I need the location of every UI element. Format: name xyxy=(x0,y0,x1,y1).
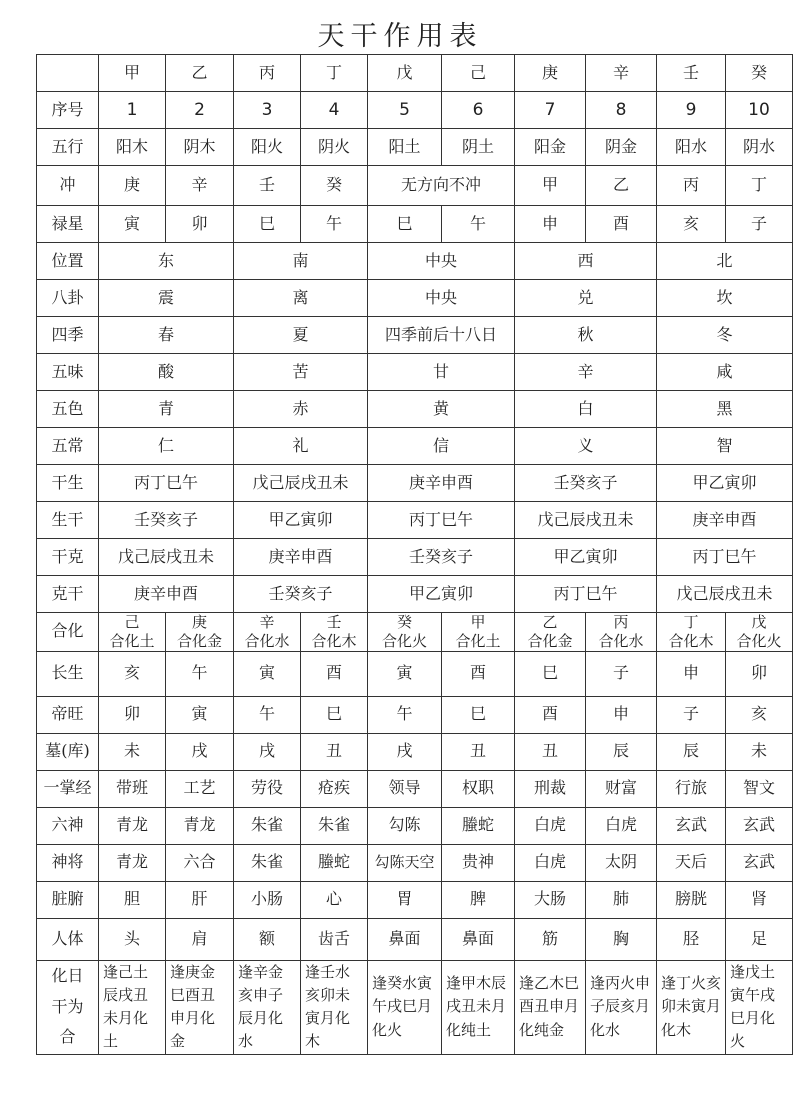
table-cell: 癸 xyxy=(301,166,368,206)
row-label: 长生 xyxy=(37,651,99,696)
table-cell: 酉 xyxy=(442,651,515,696)
table-cell: 午 xyxy=(368,696,442,733)
row-label-part: 干为 xyxy=(51,996,84,1016)
table-row xyxy=(37,465,793,502)
hehua-result: 合化水 xyxy=(244,631,290,650)
table-cell: 申 xyxy=(657,651,726,696)
table-cell: 青龙 xyxy=(99,844,166,881)
table-cell: 辛 xyxy=(515,354,657,391)
table-cell: 甲乙寅卯 xyxy=(657,465,793,502)
table-cell: 亥 xyxy=(726,696,793,733)
hehua-stem: 癸 xyxy=(396,613,412,631)
row-label: 五行 xyxy=(37,129,99,166)
table-row xyxy=(37,129,793,166)
table-cell xyxy=(515,613,586,652)
row-label: 干克 xyxy=(37,539,99,576)
hehua-result: 合化金 xyxy=(176,631,222,650)
table-cell: 巳 xyxy=(301,696,368,733)
stem-header: 甲 xyxy=(99,55,166,92)
table-cell: 戌 xyxy=(166,733,234,770)
table-cell: 巳 xyxy=(368,206,442,243)
table-cell: 丙丁巳午 xyxy=(368,502,515,539)
table-cell xyxy=(368,613,442,652)
row-label: 帝旺 xyxy=(37,696,99,733)
row-label: 墓(库) xyxy=(37,733,99,770)
table-cell: 青 xyxy=(99,391,234,428)
table-cell: 信 xyxy=(368,428,515,465)
header-row xyxy=(37,55,793,92)
table-cell: 中央 xyxy=(368,243,515,280)
table-cell: 辛 xyxy=(166,166,234,206)
table-cell: 夏 xyxy=(234,317,368,354)
table-cell: 带班 xyxy=(99,770,166,807)
table-cell: 工艺 xyxy=(166,770,234,807)
table-cell: 酉 xyxy=(586,206,657,243)
table-cell: 白虎 xyxy=(515,807,586,844)
table-cell: 阳水 xyxy=(657,129,726,166)
table-cell: 甲 xyxy=(515,166,586,206)
table-cell: 阳金 xyxy=(515,129,586,166)
stems-table xyxy=(36,54,793,1055)
table-cell: 阴水 xyxy=(726,129,793,166)
table-cell: 寅 xyxy=(166,696,234,733)
table-cell: 东 xyxy=(99,243,234,280)
table-cell: 白虎 xyxy=(515,844,586,881)
table-cell: 胫 xyxy=(657,918,726,960)
table-cell: 肺 xyxy=(586,881,657,918)
table-cell: 肾 xyxy=(726,881,793,918)
table-cell: 丑 xyxy=(442,733,515,770)
stem-header: 丁 xyxy=(301,55,368,92)
row-label: 位置 xyxy=(37,243,99,280)
table-cell: 亥 xyxy=(99,651,166,696)
table-cell: 阴火 xyxy=(301,129,368,166)
hehua-result: 合化土 xyxy=(109,631,155,650)
row-label: 干生 xyxy=(37,465,99,502)
table-cell: 壬癸亥子 xyxy=(515,465,657,502)
table-cell: 胆 xyxy=(99,881,166,918)
table-cell: 6 xyxy=(442,92,515,129)
table-cell: 玄武 xyxy=(657,807,726,844)
table-cell: 阳火 xyxy=(234,129,301,166)
table-cell: 戊己辰戌丑未 xyxy=(657,576,793,613)
table-cell: 勾陈天空 xyxy=(368,844,442,881)
table-cell: 逢丁火亥卯未寅月化木 xyxy=(657,960,726,1054)
table-cell: 酉 xyxy=(301,651,368,696)
table-cell: 西 xyxy=(515,243,657,280)
row-label: 五常 xyxy=(37,428,99,465)
row-label: 一掌经 xyxy=(37,770,99,807)
table-row xyxy=(37,696,793,733)
table-cell: 酸 xyxy=(99,354,234,391)
table-cell: 齿舌 xyxy=(301,918,368,960)
table-cell: 额 xyxy=(234,918,301,960)
table-cell: 8 xyxy=(586,92,657,129)
table-row xyxy=(37,317,793,354)
hehua-result: 合化水 xyxy=(598,631,644,650)
table-cell: 玄武 xyxy=(726,807,793,844)
table-row xyxy=(37,391,793,428)
table-cell: 贵神 xyxy=(442,844,515,881)
row-label: 合化 xyxy=(37,613,99,652)
table-cell: 7 xyxy=(515,92,586,129)
table-cell: 午 xyxy=(166,651,234,696)
table-cell: 甲乙寅卯 xyxy=(515,539,657,576)
table-cell: 申 xyxy=(515,206,586,243)
table-cell: 青龙 xyxy=(166,807,234,844)
hehua-stem: 庚 xyxy=(191,613,207,631)
table-cell: 财富 xyxy=(586,770,657,807)
stem-header: 壬 xyxy=(657,55,726,92)
table-cell: 戊己辰戌丑未 xyxy=(515,502,657,539)
table-cell: 鼻面 xyxy=(442,918,515,960)
table-cell: 肩 xyxy=(166,918,234,960)
corner-cell xyxy=(37,55,99,92)
table-row xyxy=(37,918,793,960)
table-cell: 3 xyxy=(234,92,301,129)
table-cell: 天后 xyxy=(657,844,726,881)
table-cell: 寅 xyxy=(234,651,301,696)
table-cell xyxy=(166,613,234,652)
row-label: 神将 xyxy=(37,844,99,881)
row-label: 六神 xyxy=(37,807,99,844)
table-cell: 子 xyxy=(586,651,657,696)
table-cell: 4 xyxy=(301,92,368,129)
row-label: 八卦 xyxy=(37,280,99,317)
table-cell: 巳 xyxy=(515,651,586,696)
row-label-part: 化日 xyxy=(51,966,84,986)
table-row xyxy=(37,539,793,576)
table-cell: 行旅 xyxy=(657,770,726,807)
table-cell: 智 xyxy=(657,428,793,465)
table-cell: 1 xyxy=(99,92,166,129)
table-cell: 足 xyxy=(726,918,793,960)
table-cell: 白 xyxy=(515,391,657,428)
table-cell: 南 xyxy=(234,243,368,280)
table-cell: 螣蛇 xyxy=(442,807,515,844)
table-cell: 逢壬水亥卯未寅月化木 xyxy=(301,960,368,1054)
table-cell: 戊己辰戌丑未 xyxy=(99,539,234,576)
table-cell: 胃 xyxy=(368,881,442,918)
table-row xyxy=(37,613,793,652)
table-cell: 5 xyxy=(368,92,442,129)
table-cell: 2 xyxy=(166,92,234,129)
table-cell: 咸 xyxy=(657,354,793,391)
table-cell xyxy=(657,613,726,652)
table-row xyxy=(37,770,793,807)
table-cell: 逢己土辰戌丑未月化土 xyxy=(99,960,166,1054)
table-cell: 卯 xyxy=(166,206,234,243)
table-cell: 权职 xyxy=(442,770,515,807)
hehua-result: 合化金 xyxy=(527,631,573,650)
table-cell: 春 xyxy=(99,317,234,354)
stem-header: 己 xyxy=(442,55,515,92)
stem-header: 丙 xyxy=(234,55,301,92)
table-cell: 午 xyxy=(234,696,301,733)
table-cell: 未 xyxy=(726,733,793,770)
table-cell: 丁 xyxy=(726,166,793,206)
table-cell: 丑 xyxy=(515,733,586,770)
row-label: 禄星 xyxy=(37,206,99,243)
table-cell: 礼 xyxy=(234,428,368,465)
table-cell: 申 xyxy=(586,696,657,733)
table-cell: 疮疾 xyxy=(301,770,368,807)
table-cell: 鼻面 xyxy=(368,918,442,960)
table-cell: 逢甲木辰戌丑未月化纯土 xyxy=(442,960,515,1054)
table-cell: 戊己辰戌丑未 xyxy=(234,465,368,502)
table-cell: 阴土 xyxy=(442,129,515,166)
row-label: 克干 xyxy=(37,576,99,613)
table-cell: 子 xyxy=(657,696,726,733)
table-row xyxy=(37,881,793,918)
table-cell: 壬癸亥子 xyxy=(99,502,234,539)
table-cell: 朱雀 xyxy=(234,844,301,881)
table-cell: 戌 xyxy=(368,733,442,770)
table-cell: 子 xyxy=(726,206,793,243)
table-row xyxy=(37,844,793,881)
table-cell: 丙丁巳午 xyxy=(515,576,657,613)
table-cell: 冬 xyxy=(657,317,793,354)
stem-header: 乙 xyxy=(166,55,234,92)
table-cell: 白虎 xyxy=(586,807,657,844)
table-cell: 酉 xyxy=(515,696,586,733)
table-cell: 庚辛申酉 xyxy=(657,502,793,539)
table-cell: 朱雀 xyxy=(234,807,301,844)
table-cell: 亥 xyxy=(657,206,726,243)
hehua-stem: 壬 xyxy=(326,613,342,631)
table-cell: 寅 xyxy=(99,206,166,243)
table-row xyxy=(37,243,793,280)
table-cell: 膀胱 xyxy=(657,881,726,918)
table-row xyxy=(37,354,793,391)
table-cell: 中央 xyxy=(368,280,515,317)
table-cell: 震 xyxy=(99,280,234,317)
row-label: 四季 xyxy=(37,317,99,354)
table-cell: 黑 xyxy=(657,391,793,428)
table-cell: 青龙 xyxy=(99,807,166,844)
row-label: 五色 xyxy=(37,391,99,428)
page-title: 天干作用表 xyxy=(317,21,483,52)
table-cell: 勾陈 xyxy=(368,807,442,844)
hehua-result: 合化木 xyxy=(311,631,357,650)
row-label: 序号 xyxy=(37,92,99,129)
table-cell: 无方向不冲 xyxy=(368,166,515,206)
stem-header: 戊 xyxy=(368,55,442,92)
table-cell: 智文 xyxy=(726,770,793,807)
table-cell xyxy=(99,613,166,652)
table-cell: 甲乙寅卯 xyxy=(368,576,515,613)
hehua-result: 合化火 xyxy=(736,631,782,650)
table-cell: 头 xyxy=(99,918,166,960)
table-cell: 卯 xyxy=(726,651,793,696)
table-cell: 10 xyxy=(726,92,793,129)
table-row xyxy=(37,502,793,539)
table-cell: 逢辛金亥申子辰月化水 xyxy=(234,960,301,1054)
hehua-stem: 己 xyxy=(124,613,140,631)
table-cell: 庚辛申酉 xyxy=(99,576,234,613)
table-cell: 丙丁巳午 xyxy=(99,465,234,502)
table-cell: 义 xyxy=(515,428,657,465)
table-cell: 丙 xyxy=(657,166,726,206)
table-row xyxy=(37,206,793,243)
hehua-result: 合化火 xyxy=(381,631,427,650)
table-cell: 胸 xyxy=(586,918,657,960)
table-cell xyxy=(586,613,657,652)
table-cell: 阴木 xyxy=(166,129,234,166)
table-cell: 乙 xyxy=(586,166,657,206)
table-cell: 刑裁 xyxy=(515,770,586,807)
table-cell: 逢乙木巳酉丑申月化纯金 xyxy=(515,960,586,1054)
table-cell: 肝 xyxy=(166,881,234,918)
row-label: 生干 xyxy=(37,502,99,539)
table-cell: 庚辛申酉 xyxy=(234,539,368,576)
hehua-stem: 丁 xyxy=(683,613,699,631)
table-cell: 辰 xyxy=(657,733,726,770)
table-cell xyxy=(442,613,515,652)
table-cell: 心 xyxy=(301,881,368,918)
table-cell: 劳役 xyxy=(234,770,301,807)
table-cell: 壬 xyxy=(234,166,301,206)
table-cell: 六合 xyxy=(166,844,234,881)
table-cell: 卯 xyxy=(99,696,166,733)
table-cell xyxy=(301,613,368,652)
table-cell: 玄武 xyxy=(726,844,793,881)
table-cell: 甘 xyxy=(368,354,515,391)
row-label xyxy=(37,960,99,1054)
table-cell: 庚辛申酉 xyxy=(368,465,515,502)
table-cell: 庚 xyxy=(99,166,166,206)
table-cell: 巳 xyxy=(442,696,515,733)
table-cell: 赤 xyxy=(234,391,368,428)
table-cell: 戌 xyxy=(234,733,301,770)
table-cell: 大肠 xyxy=(515,881,586,918)
table-cell: 巳 xyxy=(234,206,301,243)
hehua-result: 合化土 xyxy=(455,631,501,650)
table-cell: 太阴 xyxy=(586,844,657,881)
hehua-stem: 丙 xyxy=(613,613,629,631)
table-cell: 逢庚金巳酉丑申月化金 xyxy=(166,960,234,1054)
hehua-stem: 辛 xyxy=(259,613,275,631)
row-label: 人体 xyxy=(37,918,99,960)
table-row xyxy=(37,166,793,206)
table-cell: 阳土 xyxy=(368,129,442,166)
table-cell: 寅 xyxy=(368,651,442,696)
hehua-stem: 乙 xyxy=(542,613,558,631)
table-cell: 四季前后十八日 xyxy=(368,317,515,354)
table-row xyxy=(37,576,793,613)
table-cell: 苦 xyxy=(234,354,368,391)
table-cell: 逢丙火申子辰亥月化水 xyxy=(586,960,657,1054)
hehua-stem: 甲 xyxy=(470,613,486,631)
table-row xyxy=(37,807,793,844)
table-cell: 逢戊土寅午戌巳月化火 xyxy=(726,960,793,1054)
table-cell: 小肠 xyxy=(234,881,301,918)
table-row xyxy=(37,92,793,129)
row-label: 五味 xyxy=(37,354,99,391)
table-cell: 逢癸水寅午戌巳月化火 xyxy=(368,960,442,1054)
table-cell: 朱雀 xyxy=(301,807,368,844)
table-cell: 9 xyxy=(657,92,726,129)
stem-header: 庚 xyxy=(515,55,586,92)
row-label-part: 合 xyxy=(59,1027,76,1047)
table-cell: 北 xyxy=(657,243,793,280)
table-cell: 螣蛇 xyxy=(301,844,368,881)
table-cell: 辰 xyxy=(586,733,657,770)
table-row xyxy=(37,428,793,465)
table-cell: 午 xyxy=(442,206,515,243)
table-cell: 未 xyxy=(99,733,166,770)
hehua-result: 合化木 xyxy=(668,631,714,650)
table-row xyxy=(37,960,793,1054)
table-cell: 兑 xyxy=(515,280,657,317)
table-cell: 黄 xyxy=(368,391,515,428)
table-cell: 离 xyxy=(234,280,368,317)
table-cell: 阳木 xyxy=(99,129,166,166)
table-cell: 秋 xyxy=(515,317,657,354)
table-cell: 丙丁巳午 xyxy=(657,539,793,576)
table-row xyxy=(37,651,793,696)
table-cell: 丑 xyxy=(301,733,368,770)
hehua-stem: 戊 xyxy=(751,613,767,631)
stem-header: 辛 xyxy=(586,55,657,92)
table-cell: 阴金 xyxy=(586,129,657,166)
table-cell: 甲乙寅卯 xyxy=(234,502,368,539)
table-cell: 午 xyxy=(301,206,368,243)
table-cell: 坎 xyxy=(657,280,793,317)
table-cell: 筋 xyxy=(515,918,586,960)
table-cell xyxy=(234,613,301,652)
row-label: 冲 xyxy=(37,166,99,206)
table-cell: 领导 xyxy=(368,770,442,807)
table-cell: 仁 xyxy=(99,428,234,465)
row-label: 脏腑 xyxy=(37,881,99,918)
table-row xyxy=(37,280,793,317)
table-cell: 壬癸亥子 xyxy=(368,539,515,576)
table-cell: 壬癸亥子 xyxy=(234,576,368,613)
stem-header: 癸 xyxy=(726,55,793,92)
table-cell: 脾 xyxy=(442,881,515,918)
table-cell xyxy=(726,613,793,652)
table-row xyxy=(37,733,793,770)
